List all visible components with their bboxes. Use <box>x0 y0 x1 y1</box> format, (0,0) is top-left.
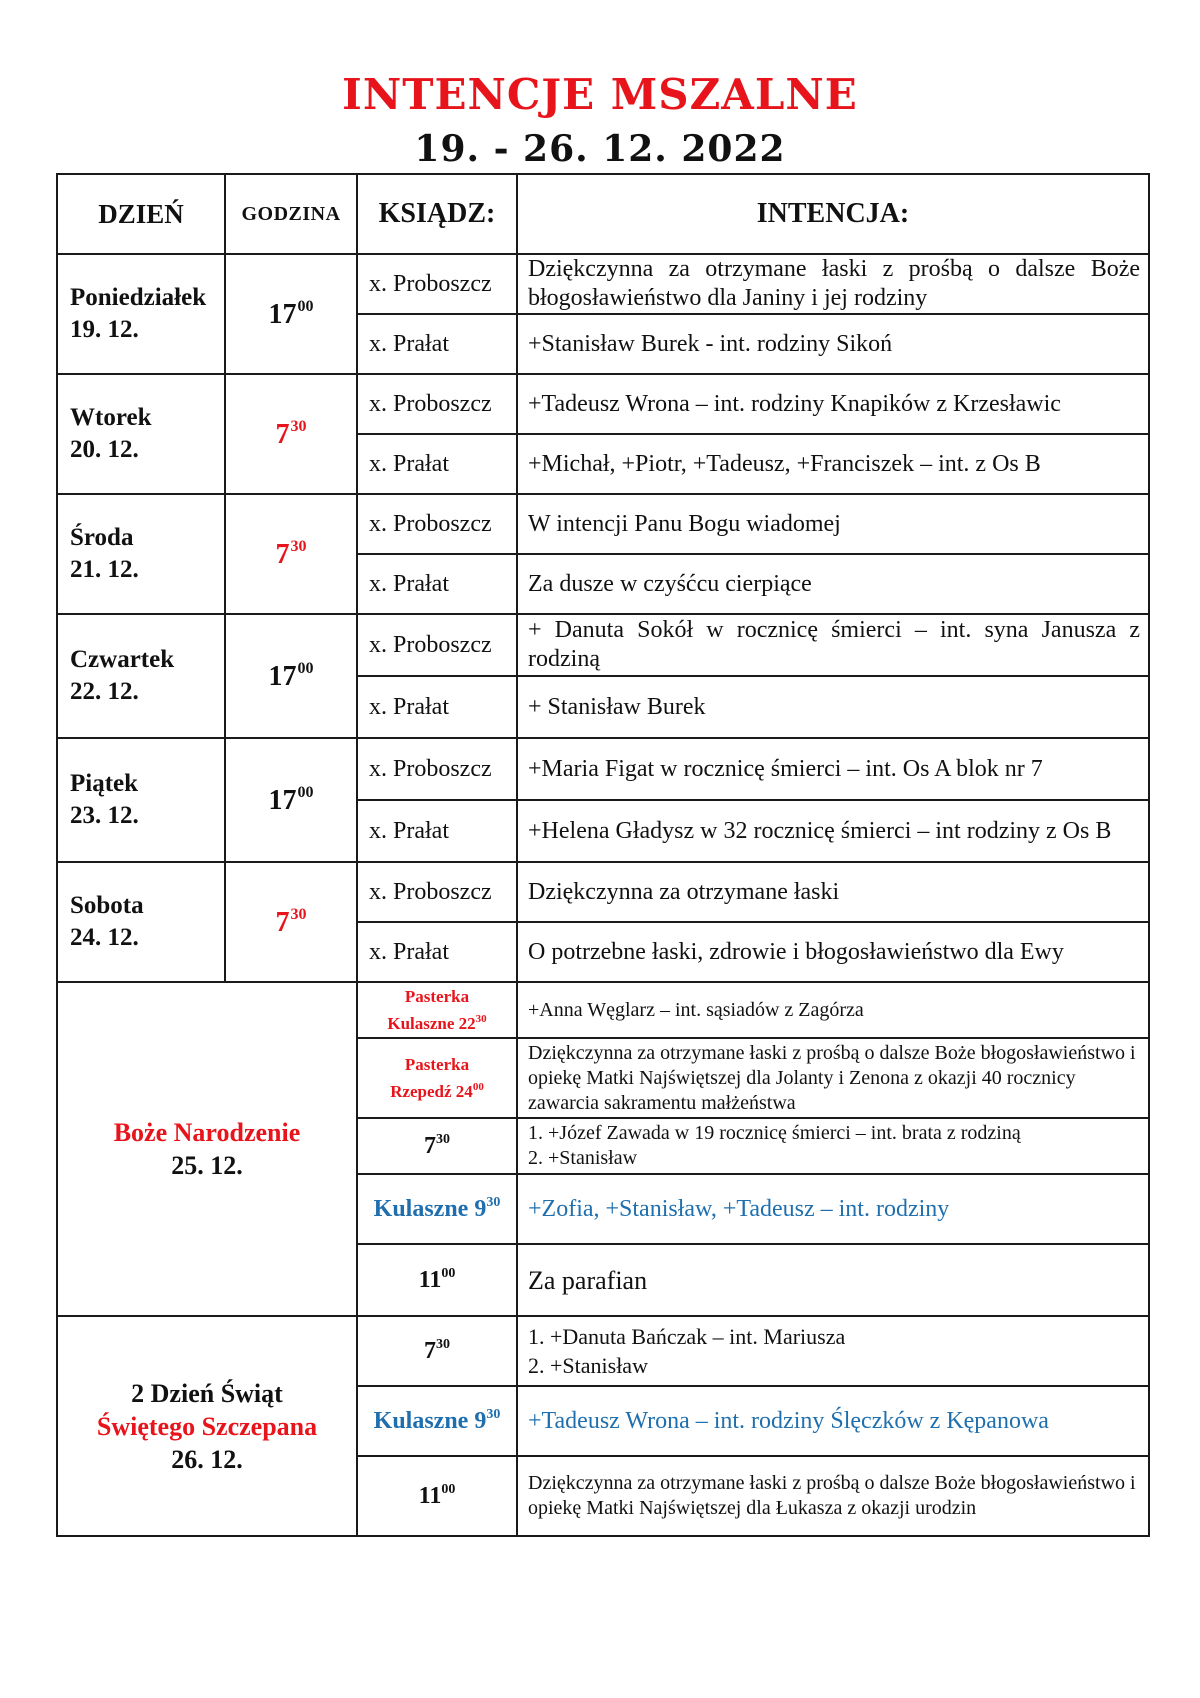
holiday-date: 26. 12. <box>171 1444 243 1474</box>
intention-line: 2. +Stanisław <box>528 1353 648 1378</box>
holiday-label: 2 Dzień Świąt <box>131 1378 283 1408</box>
priest-cell: x. Prałat <box>357 922 517 982</box>
hour-cell <box>357 1316 517 1386</box>
priest-cell: x. Proboszcz <box>357 862 517 922</box>
hour-minutes: 30 <box>290 537 307 555</box>
pasterka-time-cell <box>357 982 517 1038</box>
intention-cell: +Tadeusz Wrona – int. rodziny Knapików z Krzesławic <box>517 374 1149 434</box>
hour-value: 11 <box>418 1267 442 1293</box>
hour-cell <box>225 254 357 374</box>
priest-cell: x. Prałat <box>357 314 517 374</box>
day-cell <box>57 738 225 862</box>
priest-cell: x. Prałat <box>357 434 517 494</box>
column-header-intention: INTENCJA: <box>517 174 1149 254</box>
hour-value: 7 <box>275 906 290 938</box>
pasterka-label: Pasterka <box>404 1054 470 1074</box>
table-header-row <box>57 174 1149 254</box>
intention-cell: +Stanisław Burek - int. rodziny Sikoń <box>517 314 1149 374</box>
intention-cell <box>517 1118 1149 1174</box>
priest-cell: x. Prałat <box>357 554 517 614</box>
holiday-name: Boże Narodzenie <box>113 1118 301 1147</box>
table-row <box>57 982 1149 1038</box>
hour-cell <box>357 1456 517 1536</box>
intention-cell: Dziękczynna za otrzymane łaski z prośbą o dalsze Boże błogosławieństwo dla Janiny i jej rodziny <box>517 254 1149 314</box>
intention-cell: +Michał, +Piotr, +Tadeusz, +Franciszek – int. z Os B <box>517 434 1149 494</box>
hour-value: Kulaszne 9 <box>373 1408 487 1434</box>
hour-cell <box>225 494 357 614</box>
day-name: Sobota <box>70 892 144 919</box>
hour-cell <box>225 738 357 862</box>
intention-line: 1. +Danuta Bańczak – int. Mariusza <box>528 1324 846 1349</box>
hour-minutes: 30 <box>486 1195 501 1210</box>
hour-cell <box>225 614 357 738</box>
hour-value: 11 <box>418 1483 442 1509</box>
priest-cell: x. Prałat <box>357 800 517 862</box>
table-row <box>57 738 1149 800</box>
hour-minutes: 00 <box>441 1482 456 1497</box>
holiday-date: 25. 12. <box>171 1151 243 1180</box>
date-range: 19. - 26. 12. 2022 <box>414 128 786 170</box>
day-cell <box>57 374 225 494</box>
hour-minutes: 00 <box>297 783 314 801</box>
hour-cell <box>357 1174 517 1244</box>
table-row <box>57 254 1149 314</box>
hour-value: 7 <box>424 1133 436 1159</box>
day-date: 24. 12. <box>70 924 139 951</box>
priest-cell: x. Proboszcz <box>357 374 517 434</box>
pasterka-time-cell <box>357 1038 517 1118</box>
hour-value: 7 <box>424 1338 436 1364</box>
intention-cell: Za parafian <box>517 1244 1149 1316</box>
priest-cell: x. Proboszcz <box>357 738 517 800</box>
hour-minutes: 30 <box>436 1132 450 1147</box>
intention-line: 2. +Stanisław <box>528 1147 638 1169</box>
day-name: Środa <box>70 524 134 551</box>
day-cell <box>57 494 225 614</box>
intention-cell: +Helena Gładysz w 32 rocznicę śmierci – int rodziny z Os B <box>517 800 1149 862</box>
intention-cell: O potrzebne łaski, zdrowie i błogosławieństwo dla Ewy <box>517 922 1149 982</box>
hour-value: 7 <box>275 418 290 450</box>
hour-minutes: 30 <box>290 417 307 435</box>
day-name: Piątek <box>70 770 139 797</box>
day-name: Wtorek <box>70 404 152 431</box>
intention-cell: Dziękczynna za otrzymane łaski <box>517 862 1149 922</box>
intention-cell: +Tadeusz Wrona – int. rodziny Ślęczków z Kępanowa <box>517 1386 1149 1456</box>
intentions-table <box>56 173 1150 1537</box>
hour-minutes: 00 <box>472 1080 484 1093</box>
hour-value: 17 <box>268 298 297 330</box>
day-date: 21. 12. <box>70 556 139 583</box>
priest-cell: x. Prałat <box>357 676 517 738</box>
intention-cell: +Maria Figat w rocznicę śmierci – int. Os A blok nr 7 <box>517 738 1149 800</box>
intention-line: 1. +Józef Zawada w 19 rocznicę śmierci – int. brata z rodziną <box>528 1122 1021 1144</box>
day-date: 19. 12. <box>70 316 139 343</box>
day-date: 22. 12. <box>70 678 139 705</box>
table-row <box>57 614 1149 676</box>
day-cell <box>57 614 225 738</box>
page-title: INTENCJE MSZALNE <box>342 70 858 119</box>
day-cell <box>57 254 225 374</box>
hour-cell <box>357 1244 517 1316</box>
priest-cell: x. Proboszcz <box>357 254 517 314</box>
hour-value: Kulaszne 9 <box>373 1196 487 1222</box>
priest-cell: x. Proboszcz <box>357 494 517 554</box>
table-row <box>57 1316 1149 1386</box>
hour-value: 17 <box>268 660 297 692</box>
intention-cell: + Stanisław Burek <box>517 676 1149 738</box>
priest-cell: x. Proboszcz <box>357 614 517 676</box>
intention-cell: Dziękczynna za otrzymane łaski z prośbą o dalsze Boże błogosławieństwo i opiekę Matki Najświętszej dla Jolanty i Zenona z okazji 40 rocznicy zawarcia sakramentu małżeństwa <box>517 1038 1149 1118</box>
pasterka-place-hour: Rzepedź 24 <box>390 1081 473 1101</box>
intention-cell: W intencji Panu Bogu wiadomej <box>517 494 1149 554</box>
hour-minutes: 30 <box>436 1337 450 1352</box>
intention-cell: + Danuta Sokół w rocznicę śmierci – int. syna Janusza z rodziną <box>517 614 1149 676</box>
christmas-day-cell <box>57 982 357 1316</box>
table-row <box>57 374 1149 434</box>
day-date: 20. 12. <box>70 436 139 463</box>
intention-cell: Dziękczynna za otrzymane łaski z prośbą o dalsze Boże błogosławieństwo i opiekę Matki Najświętszej dla Łukasza z okazji urodzin <box>517 1456 1149 1536</box>
hour-value: 17 <box>268 784 297 816</box>
hour-minutes: 00 <box>297 297 314 315</box>
holiday-name: Świętego Szczepana <box>96 1411 318 1441</box>
hour-cell <box>225 374 357 494</box>
hour-cell <box>225 862 357 982</box>
day-name: Czwartek <box>70 646 175 673</box>
intention-cell: +Zofia, +Stanisław, +Tadeusz – int. rodziny <box>517 1174 1149 1244</box>
pasterka-place-hour: Kulaszne 22 <box>387 1013 476 1033</box>
intention-cell <box>517 1316 1149 1386</box>
hour-minutes: 30 <box>475 1012 487 1025</box>
intention-cell: Za dusze w czyśćcu cierpiące <box>517 554 1149 614</box>
day-name: Poniedziałek <box>70 284 207 311</box>
column-header-day: DZIEŃ <box>57 174 225 254</box>
day-cell <box>57 862 225 982</box>
st-stephen-day-cell <box>57 1316 357 1536</box>
pasterka-label: Pasterka <box>404 986 470 1006</box>
intention-cell: +Anna Węglarz – int. sąsiadów z Zagórza <box>517 982 1149 1038</box>
hour-minutes: 30 <box>290 905 307 923</box>
hour-minutes: 00 <box>297 659 314 677</box>
table-row <box>57 494 1149 554</box>
column-header-hour: GODZINA <box>225 174 357 254</box>
day-date: 23. 12. <box>70 802 139 829</box>
column-header-priest: KSIĄDZ: <box>357 174 517 254</box>
hour-value: 7 <box>275 538 290 570</box>
table-row <box>57 862 1149 922</box>
hour-minutes: 30 <box>486 1407 501 1422</box>
hour-cell <box>357 1118 517 1174</box>
hour-minutes: 00 <box>441 1266 456 1281</box>
hour-cell <box>357 1386 517 1456</box>
